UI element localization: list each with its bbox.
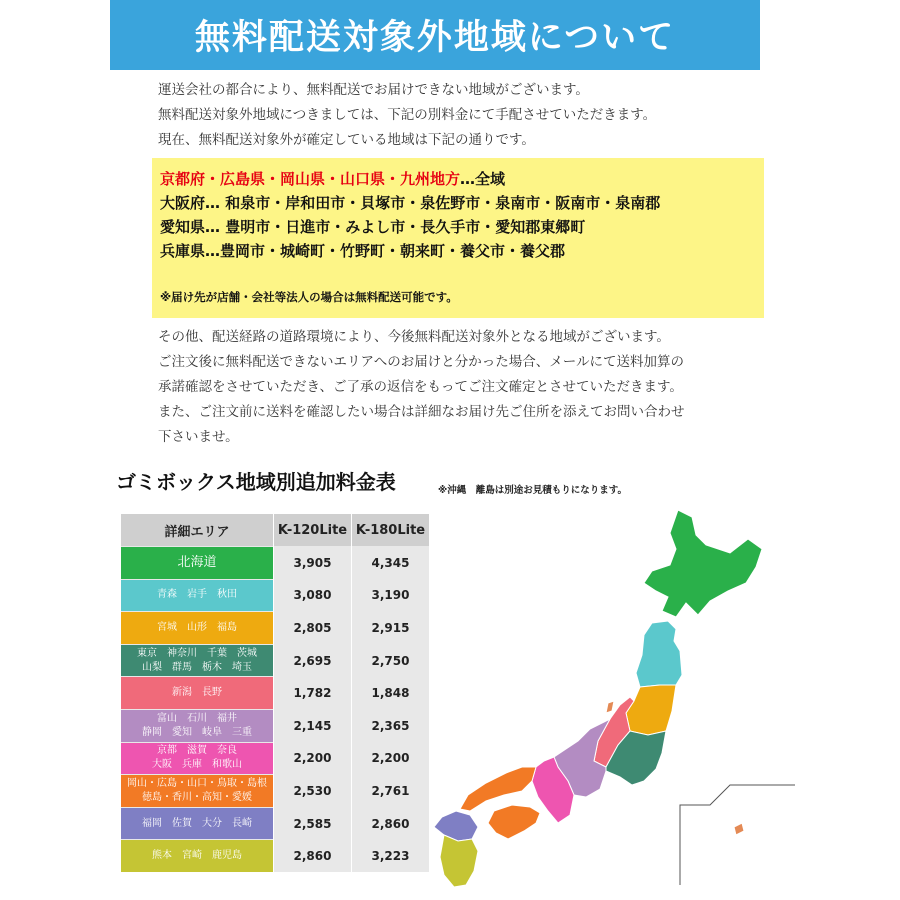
area-cell <box>121 710 273 742</box>
outro-line: その他、配送経路の道路環境により、今後無料配送対象外となる地域がございます。 <box>158 329 670 345</box>
map-chugoku <box>460 767 536 811</box>
price-k120: 2,200 <box>274 743 351 775</box>
map-tohoku-south <box>626 685 676 735</box>
price-k180: 2,750 <box>352 645 429 677</box>
price-k120: 1,782 <box>274 677 351 709</box>
area-label: 京都 滋賀 奈良 <box>157 745 237 757</box>
area-label: 東京 神奈川 千葉 茨城 <box>137 647 257 659</box>
area-cell <box>121 808 273 840</box>
japan-map <box>430 505 795 890</box>
excluded-line-1 <box>160 168 505 189</box>
outro-text <box>158 325 685 450</box>
price-k180: 2,365 <box>352 710 429 742</box>
header-k120: K-120Lite <box>274 514 351 546</box>
intro-line: 現在、無料配送対象外が確定している地域は下記の通りです。 <box>158 132 535 148</box>
map-kyushu-north <box>434 811 478 841</box>
header-area: 詳細エリア <box>121 514 273 546</box>
excluded-areas-box <box>152 158 764 318</box>
price-k120: 2,695 <box>274 645 351 677</box>
area-label: 山梨 群馬 栃木 埼玉 <box>142 661 252 673</box>
pricing-table <box>121 514 429 872</box>
price-k120: 3,080 <box>274 580 351 612</box>
map-shikoku <box>488 805 540 839</box>
map-kyushu-south <box>440 835 478 887</box>
excluded-note: ※届け先が店舗・会社等法人の場合は無料配送可能です。 <box>160 290 458 304</box>
price-k180: 4,345 <box>352 547 429 579</box>
excluded-full-regions: 京都府・広島県・岡山県・山口県・九州地方 <box>160 170 461 188</box>
excluded-hyogo: 兵庫県…豊岡市・城崎町・竹野町・朝来町・養父市・養父郡 <box>160 242 566 260</box>
area-label: 静岡 愛知 岐阜 三重 <box>142 726 252 738</box>
price-k180: 2,860 <box>352 808 429 840</box>
table-column-divider <box>351 514 352 872</box>
area-label: 福岡 佐賀 大分 長崎 <box>142 817 252 829</box>
price-k180: 2,761 <box>352 775 429 807</box>
map-hokkaido <box>644 510 762 617</box>
price-k180: 3,190 <box>352 580 429 612</box>
area-label: 宮城 山形 福島 <box>157 621 237 633</box>
area-cell <box>121 612 273 644</box>
area-cell <box>121 840 273 872</box>
price-k180: 1,848 <box>352 677 429 709</box>
area-label: 新潟 長野 <box>172 687 222 699</box>
excluded-aichi: 愛知県… 豊明市・日進市・みよし市・長久手市・愛知郡東郷町 <box>160 218 586 236</box>
area-label: 青森 岩手 秋田 <box>157 589 237 601</box>
outro-line: 承諾確認をさせていただき、ご了承の返信をもってご注文確定とさせていただきます。 <box>158 379 683 395</box>
price-k180: 2,915 <box>352 612 429 644</box>
area-label: 熊本 宮崎 鹿児島 <box>152 850 242 862</box>
map-regions <box>434 510 762 887</box>
map-tohoku-north <box>636 621 682 687</box>
area-label: 富山 石川 福井 <box>157 712 237 724</box>
area-label: 大阪 兵庫 和歌山 <box>152 759 242 771</box>
intro-text <box>158 78 656 153</box>
price-k180: 2,200 <box>352 743 429 775</box>
area-cell <box>121 547 273 579</box>
area-label: 岡山・広島・山口・鳥取・島根 <box>127 777 267 789</box>
map-inset-frame <box>680 785 795 885</box>
intro-line: 無料配送対象外地域につきましては、下記の別料金にて手配させていただきます。 <box>158 107 657 123</box>
page-banner <box>110 0 760 70</box>
area-cell <box>121 677 273 709</box>
price-k120: 2,145 <box>274 710 351 742</box>
price-k120: 2,805 <box>274 612 351 644</box>
pricing-note: ※沖縄 離島は別途お見積もりになります。 <box>438 485 627 496</box>
intro-line: 運送会社の都合により、無料配送でお届けできない地域がございます。 <box>158 82 589 98</box>
price-k120: 2,585 <box>274 808 351 840</box>
price-k120: 3,905 <box>274 547 351 579</box>
table-column-divider <box>273 514 274 872</box>
area-cell <box>121 775 273 807</box>
price-k120: 2,860 <box>274 840 351 872</box>
area-label: 北海道 <box>177 554 217 570</box>
area-cell <box>121 645 273 677</box>
map-sado-island <box>606 701 614 713</box>
banner-title: 無料配送対象外地域について <box>194 18 676 58</box>
header-k180: K-180Lite <box>352 514 429 546</box>
price-k120: 2,530 <box>274 775 351 807</box>
outro-line: また、ご注文前に送料を確認したい場合は詳細なお届け先ご住所を添えてお問い合わせ <box>158 404 685 420</box>
outro-line: ご注文後に無料配送できないエリアへのお届けと分かった場合、メールにて送料加算の <box>158 354 684 370</box>
area-label: 徳島・香川・高知・愛媛 <box>142 791 252 803</box>
area-cell <box>121 580 273 612</box>
excluded-full-suffix: …全域 <box>460 170 506 188</box>
price-k180: 3,223 <box>352 840 429 872</box>
area-cell <box>121 743 273 775</box>
map-remote-island <box>734 823 744 835</box>
outro-line: 下さいませ。 <box>158 429 239 445</box>
excluded-osaka: 大阪府… 和泉市・岸和田市・貝塚市・泉佐野市・泉南市・阪南市・泉南郡 <box>160 194 661 212</box>
pricing-title: ゴミボックス地域別追加料金表 <box>116 470 396 494</box>
